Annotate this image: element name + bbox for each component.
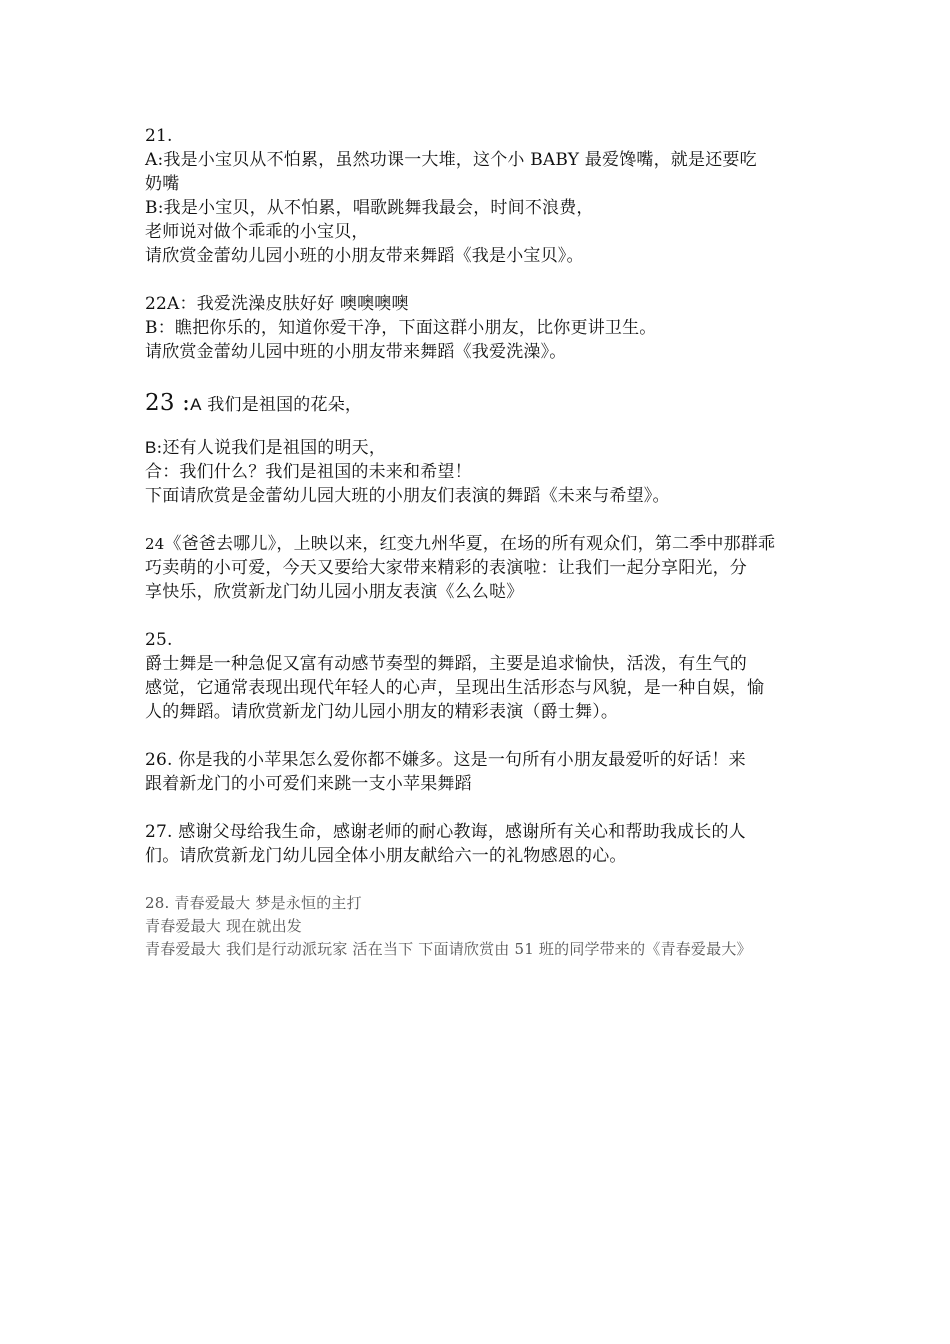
text-fragment: 我们是祖国的花朵， <box>201 395 363 415</box>
section-25 <box>145 628 810 724</box>
section-26 <box>145 748 810 796</box>
text-fragment: :还有人说我们是祖国的明天， <box>156 438 387 458</box>
text-line: B:我是小宝贝，从不怕累，唱歌跳舞我最会，时间不浪费， <box>145 198 594 218</box>
text-line: 22A：我爱洗澡皮肤好好 噢噢噢噢 <box>145 294 409 314</box>
section-21 <box>145 124 810 268</box>
text-line: 老师说对做个乖乖的小宝贝， <box>145 222 369 242</box>
text-line: 合：我们什么？我们是祖国的未来和希望！ <box>145 462 472 482</box>
section-number: 21. <box>145 126 173 146</box>
text-line: 们。请欣赏新龙门幼儿园全体小朋友献给六一的礼物感恩的心。 <box>145 846 627 866</box>
text-line: 奶嘴 <box>145 174 180 194</box>
section-number: 24 <box>145 535 165 553</box>
text-line: 享快乐，欣赏新龙门幼儿园小朋友表演《么么哒》 <box>145 582 524 602</box>
text-line: 28. 青春爱最大 梦是永恒的主打 <box>145 894 362 912</box>
section-22 <box>145 292 810 364</box>
text-line: 26. 你是我的小苹果怎么爱你都不嫌多。这是一句所有小朋友最爱听的好话！来 <box>145 750 746 770</box>
text-line: B：瞧把你乐的，知道你爱干净，下面这群小朋友，比你更讲卫生。 <box>145 318 657 338</box>
text-line: 请欣赏金蕾幼儿园中班的小朋友带来舞蹈《我爱洗澡》。 <box>145 342 567 362</box>
text-line <box>145 532 810 556</box>
section-number: 23 : <box>145 390 191 416</box>
text-line: 27. 感谢父母给我生命，感谢老师的耐心教诲，感谢所有关心和帮助我成长的人 <box>145 822 746 842</box>
text-line: 人的舞蹈。请欣赏新龙门幼儿园小朋友的精彩表演（爵士舞）。 <box>145 702 619 722</box>
section-27 <box>145 820 810 868</box>
section-24 <box>145 532 810 604</box>
text-line: 请欣赏金蕾幼儿园小班的小朋友带来舞蹈《我是小宝贝》。 <box>145 246 584 266</box>
text-line <box>145 436 810 460</box>
speaker-label: B <box>145 438 157 457</box>
section-23 <box>145 388 810 508</box>
text-line: A:我是小宝贝从不怕累，虽然功课一大堆，这个小 BABY 最爱馋嘴，就是还要吃 <box>145 150 757 170</box>
document-body <box>145 124 810 961</box>
text-fragment: 《爸爸去哪儿》，上映以来，红变九州华夏，在场的所有观众们，第二季中那群乖 <box>164 534 776 554</box>
text-line: 巧卖萌的小可爱，今天又要给大家带来精彩的表演啦：让我们一起分享阳光，分 <box>145 558 747 578</box>
text-line: 爵士舞是一种急促又富有动感节奏型的舞蹈，主要是追求愉快，活泼，有生气的 <box>145 654 747 674</box>
section-28 <box>145 892 810 961</box>
text-line: 青春爱最大 我们是行动派玩家 活在当下 下面请欣赏由 51 班的同学带来的《青春爱最大》 <box>145 940 752 958</box>
text-line <box>145 388 810 422</box>
text-line: 青春爱最大 现在就出发 <box>145 917 302 935</box>
speaker-label: A <box>190 395 202 414</box>
text-line: 跟着新龙门的小可爱们来跳一支小苹果舞蹈 <box>145 774 472 794</box>
section-number: 25. <box>145 630 173 650</box>
text-line: 感觉，它通常表现出现代年轻人的心声，呈现出生活形态与风貌，是一种自娱，愉 <box>145 678 765 698</box>
text-line: 下面请欣赏是金蕾幼儿园大班的小朋友们表演的舞蹈《未来与希望》。 <box>145 486 670 506</box>
